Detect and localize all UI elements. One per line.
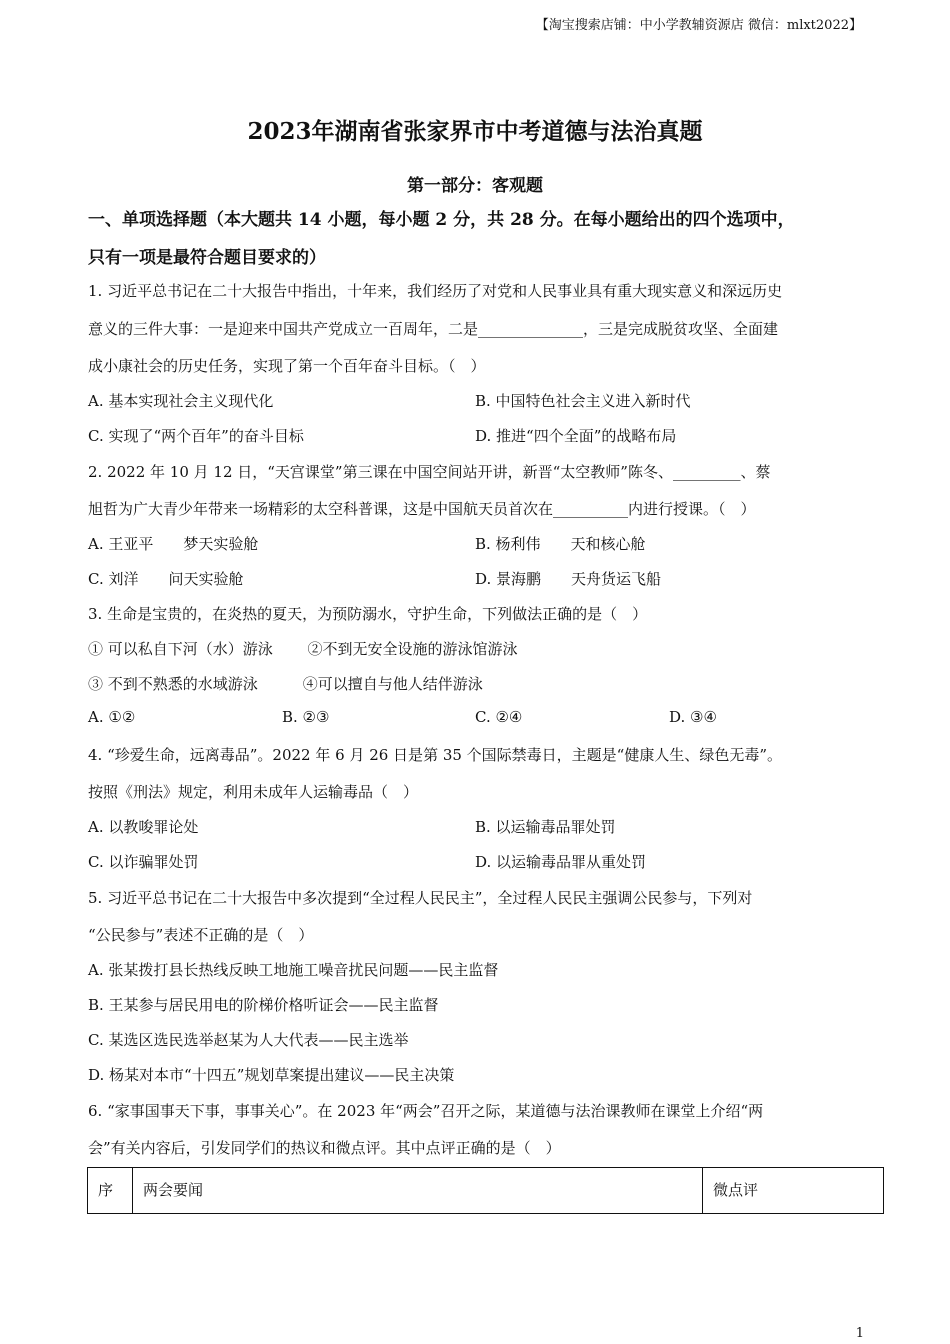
q1-option-d: D. 推进“四个全面”的战略布局 bbox=[475, 427, 677, 445]
q3-statements-1: ① 可以私自下河（水）游泳 ②不到无安全设施的游泳馆游泳 bbox=[88, 640, 518, 658]
q3-option-d: D. ③④ bbox=[669, 708, 717, 726]
q1-stem-line3: 成小康社会的历史任务，实现了第一个百年奋斗目标。（ ） bbox=[88, 357, 486, 375]
q4-option-b: B. 以运输毒品罪处罚 bbox=[475, 818, 616, 836]
table-header-comment: 微点评 bbox=[703, 1168, 884, 1214]
q1-stem-line2: 意义的三件大事：一是迎来中国共产党成立一百周年，二是______________，三是完成脱贫攻坚、全面建 bbox=[88, 320, 779, 338]
table-header-index: 序 bbox=[88, 1168, 133, 1214]
q5-option-a: A. 张某拨打县长热线反映工地施工噪音扰民问题——民主监督 bbox=[88, 961, 499, 979]
q6-table bbox=[87, 1167, 884, 1214]
q6-stem-line2: 会”有关内容后，引发同学们的热议和微点评。其中点评正确的是（ ） bbox=[88, 1139, 561, 1157]
table-header-row bbox=[88, 1168, 884, 1214]
q4-stem-line2: 按照《刑法》规定，利用未成年人运输毒品（ ） bbox=[88, 783, 419, 801]
table-header-news: 两会要闻 bbox=[133, 1168, 703, 1214]
q1-stem-line1: 1. 习近平总书记在二十大报告中指出，十年来，我们经历了对党和人民事业具有重大现实意义和深远历史 bbox=[88, 282, 783, 300]
q2-option-a: A. 王亚平 梦天实验舱 bbox=[88, 535, 259, 553]
section-heading-line2: 只有一项是最符合题目要求的） bbox=[88, 248, 326, 268]
q5-option-c: C. 某选区选民选举赵某为人大代表——民主选举 bbox=[88, 1031, 409, 1049]
q5-stem-line2: “公民参与”表述不正确的是（ ） bbox=[88, 926, 314, 944]
q3-option-b: B. ②③ bbox=[282, 708, 330, 726]
q3-stem: 3. 生命是宝贵的，在炎热的夏天，为预防溺水，守护生命，下列做法正确的是（ ） bbox=[88, 605, 648, 623]
page-title: 2023年湖南省张家界市中考道德与法治真题 bbox=[247, 118, 703, 145]
q2-stem-line2: 旭哲为广大青少年带来一场精彩的太空科普课，这是中国航天员首次在__________内进行授课。（ ） bbox=[88, 500, 756, 518]
q4-option-d: D. 以运输毒品罪从重处罚 bbox=[475, 853, 647, 871]
q1-option-a: A. 基本实现社会主义现代化 bbox=[88, 392, 274, 410]
page-number: 1 bbox=[855, 1326, 864, 1341]
q2-option-d: D. 景海鹏 天舟货运飞船 bbox=[475, 570, 662, 588]
q4-stem-line1: 4. “珍爱生命，远离毒品”。2022 年 6 月 26 日是第 35 个国际禁毒日，主题是“健康人生、绿色无毒”。 bbox=[88, 746, 783, 764]
q2-stem-line1: 2. 2022 年 10 月 12 日，“天宫课堂”第三课在中国空间站开讲，新晋“太空教师”陈冬、_________、蔡 bbox=[88, 463, 771, 481]
part-title: 第一部分：客观题 bbox=[407, 176, 543, 196]
q4-option-a: A. 以教唆罪论处 bbox=[88, 818, 199, 836]
q1-option-c: C. 实现了“两个百年”的奋斗目标 bbox=[88, 427, 304, 445]
q3-statements-2: ③ 不到不熟悉的水域游泳 ④可以擅自与他人结伴游泳 bbox=[88, 675, 483, 693]
q4-option-c: C. 以诈骗罪处罚 bbox=[88, 853, 199, 871]
section-heading-line1: 一、单项选择题（本大题共 14 小题，每小题 2 分，共 28 分。在每小题给出的四个选项中， bbox=[88, 210, 795, 230]
q5-option-d: D. 杨某对本市“十四五”规划草案提出建议——民主决策 bbox=[88, 1066, 455, 1084]
q5-stem-line1: 5. 习近平总书记在二十大报告中多次提到“全过程人民民主”，全过程人民民主强调公民参与，下列对 bbox=[88, 889, 753, 907]
header-note: 【淘宝搜索店铺：中小学教辅资源店 微信：mlxt2022】 bbox=[535, 18, 862, 33]
q3-option-c: C. ②④ bbox=[475, 708, 523, 726]
q2-option-b: B. 杨利伟 天和核心舱 bbox=[475, 535, 646, 553]
q2-option-c: C. 刘洋 问天实验舱 bbox=[88, 570, 244, 588]
q6-stem-line1: 6. “家事国事天下事，事事关心”。在 2023 年“两会”召开之际，某道德与法治课教师在课堂上介绍“两 bbox=[88, 1102, 764, 1120]
q1-option-b: B. 中国特色社会主义进入新时代 bbox=[475, 392, 691, 410]
q5-option-b: B. 王某参与居民用电的阶梯价格听证会——民主监督 bbox=[88, 996, 439, 1014]
q3-option-a: A. ①② bbox=[88, 708, 136, 726]
